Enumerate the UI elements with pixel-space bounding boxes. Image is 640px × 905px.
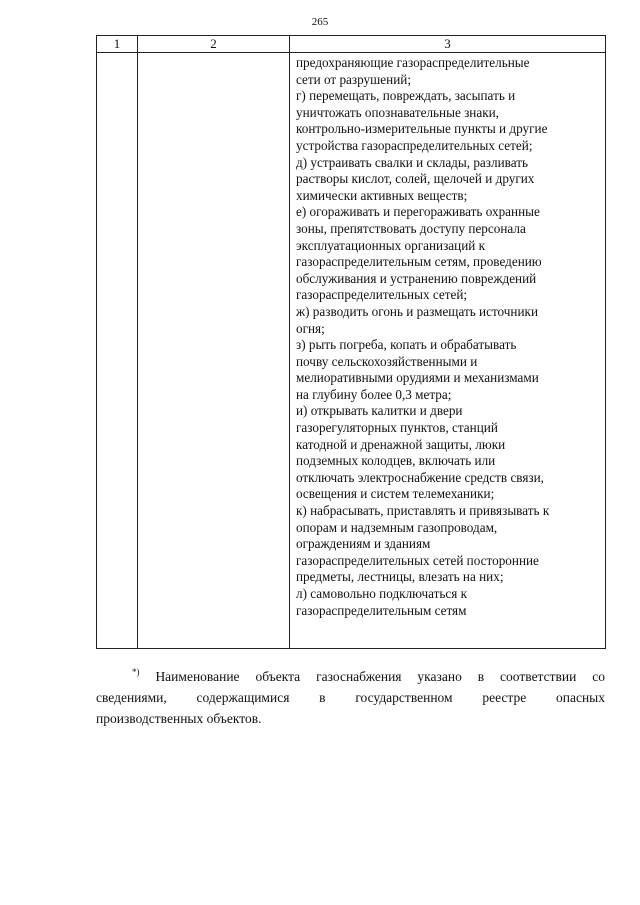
text-line: почву сельскохозяйственными и — [296, 353, 478, 369]
table-cell-col3 — [290, 53, 606, 649]
text-line: опорам и надземным газопроводам, — [296, 519, 498, 535]
table-row — [97, 53, 606, 649]
footnote-line-3: производственных объектов. — [96, 711, 262, 726]
prohibitions-text — [290, 53, 605, 619]
text-line: контрольно-измерительные пункты и другие — [296, 121, 548, 137]
text-line: устройства газораспределительных сетей; — [296, 137, 533, 153]
column-header-2: 2 — [138, 36, 290, 53]
text-line: ж) разводить огонь и размещать источники — [296, 303, 539, 319]
text-line: предохраняющие газораспределительные — [296, 55, 530, 70]
text-line: мелиоративными орудиями и механизмами — [296, 370, 539, 386]
text-line: химически активных веществ; — [296, 187, 468, 203]
text-line: газораспределительных сетей; — [296, 287, 468, 303]
text-line: обслуживания и устранению повреждений — [296, 270, 537, 286]
text-line: л) самовольно подключаться к — [296, 586, 468, 601]
footnote — [96, 666, 605, 729]
table-header-row — [97, 36, 606, 53]
text-line: газораспределительных сетей посторонние — [296, 552, 539, 568]
text-line: е) огораживать и перегораживать охранные — [296, 204, 540, 220]
text-line: газорегуляторных пунктов, станций — [296, 420, 498, 436]
text-line: уничтожать опознавательные знаки, — [296, 104, 499, 120]
footnote-text-1: Наименование объекта газоснабжения указано в соответствии со — [155, 669, 606, 684]
text-line: зоны, препятствовать доступу персонала — [296, 220, 526, 236]
footnote-line-2: сведениями, содержащимися в государственном реестре опасных — [96, 690, 605, 705]
text-line: эксплуатационных организаций к — [296, 237, 486, 253]
text-line: газораспределительным сетям — [296, 602, 467, 618]
footnote-marker: *) — [132, 667, 140, 677]
text-line: г) перемещать, повреждать, засыпать и — [296, 88, 516, 104]
column-header-3: 3 — [290, 36, 606, 53]
text-line: отключать электроснабжение средств связи, — [296, 469, 544, 485]
text-line: газораспределительным сетям, проведению — [296, 254, 542, 270]
text-line: предметы, лестницы, влезать на них; — [296, 569, 504, 585]
table-cell-col1 — [97, 53, 138, 649]
text-line: на глубину более 0,3 метра; — [296, 386, 452, 402]
text-line: подземных колодцев, включать или — [296, 453, 496, 469]
text-line: освещения и систем телемеханики; — [296, 486, 495, 502]
text-line: и) открывать калитки и двери — [296, 403, 463, 419]
text-line: д) устраивать свалки и склады, разливать — [296, 154, 528, 170]
text-line: огня; — [296, 320, 325, 336]
text-line: к) набрасывать, приставлять и привязывать к — [296, 503, 550, 519]
text-line: катодной и дренажной защиты, люки — [296, 436, 506, 452]
text-line: з) рыть погреба, копать и обрабатывать — [296, 337, 517, 353]
column-header-1: 1 — [97, 36, 138, 53]
page-number: 265 — [311, 16, 329, 28]
text-line: растворы кислот, солей, щелочей и других — [296, 171, 535, 187]
table-cell-col2 — [138, 53, 290, 649]
text-line: сети от разрушений; — [296, 71, 411, 87]
document-table — [96, 35, 606, 649]
text-line: ограждениям и зданиям — [296, 536, 431, 552]
footnote-line-1 — [96, 666, 605, 687]
